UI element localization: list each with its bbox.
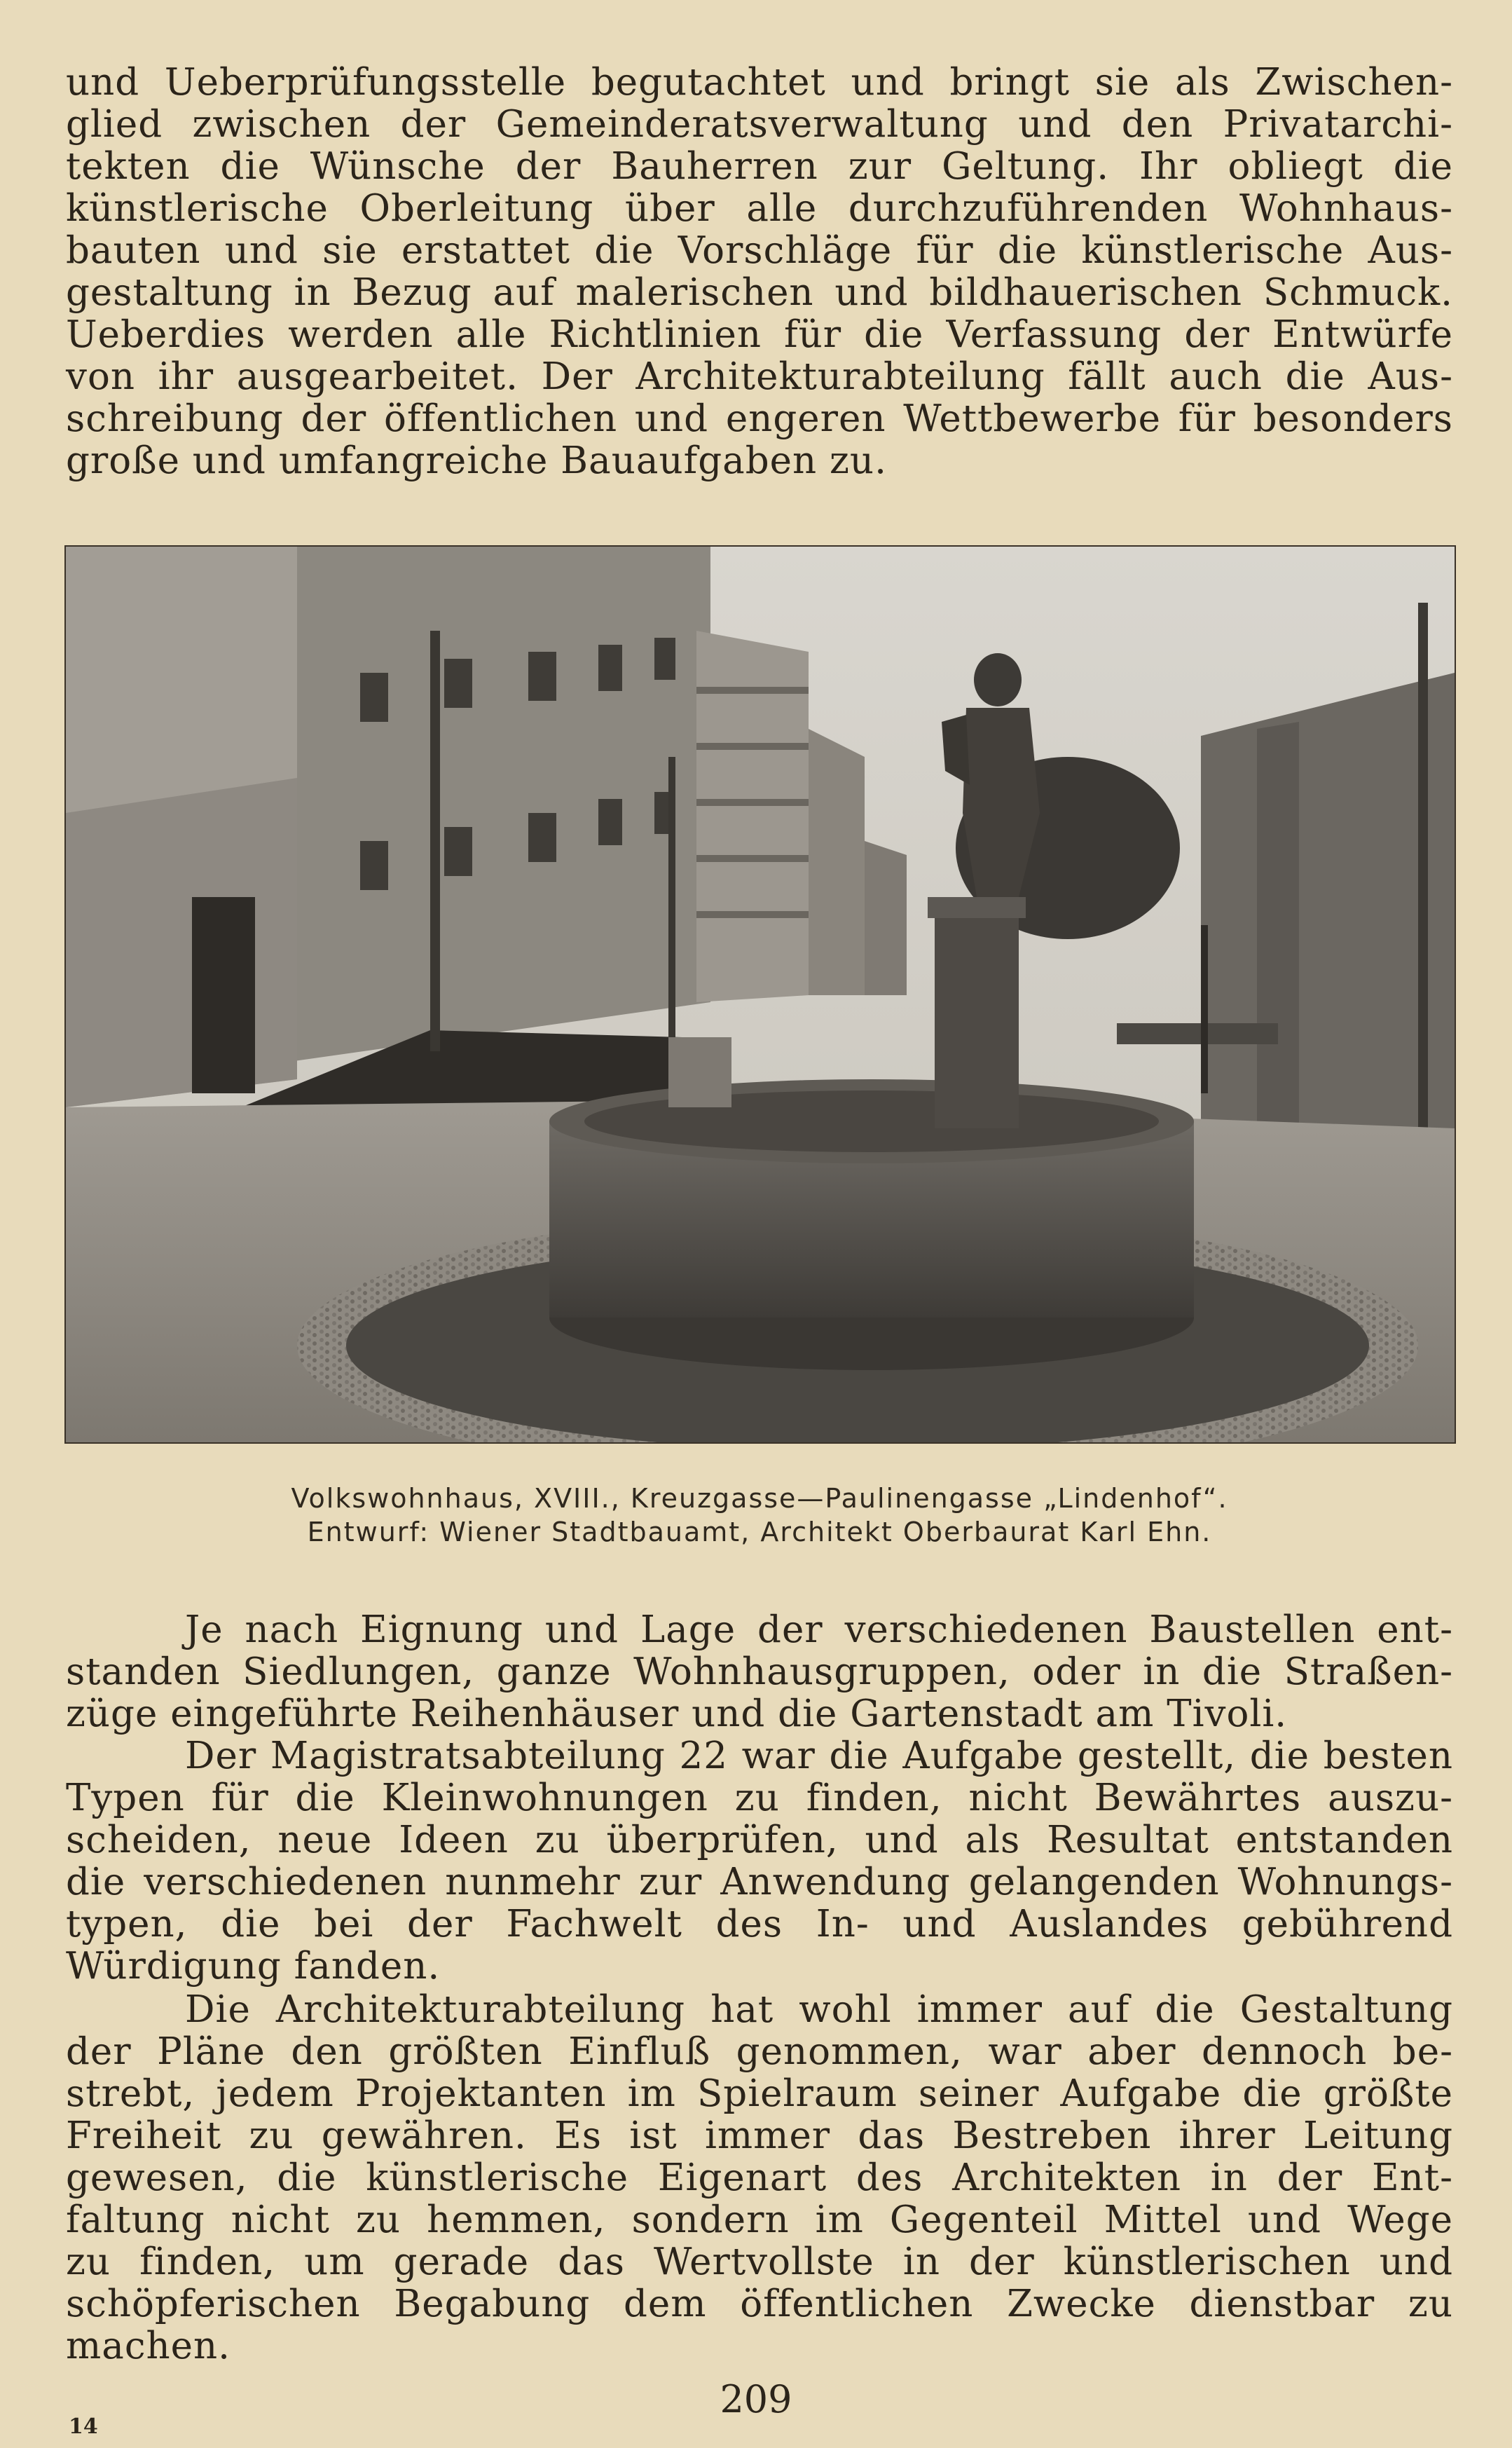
photo-illustration: [66, 547, 1455, 1442]
photo-caption-line-1: Volkswohnhaus, XVIII., Kreuzgasse—Paulinengasse „Lindenhof“.: [291, 1483, 1228, 1514]
text-line: standen Siedlungen, ganze Wohnhausgruppen, oder in die Straßen-: [66, 1650, 1453, 1693]
text-line: schöpferischen Begabung dem öffentlichen Zwecke dienstbar zu: [66, 2283, 1453, 2325]
text-line: von ihr ausgearbeitet. Der Architekturabteilung fällt auch die Aus-: [66, 355, 1453, 398]
paragraph-2: [66, 1735, 1453, 1988]
page-number: 209: [720, 2377, 792, 2421]
text-line: gestaltung in Bezug auf malerischen und bildhauerischen Schmuck.: [66, 271, 1453, 314]
text-line: große und umfangreiche Bauaufgaben zu.: [66, 439, 887, 482]
paragraph-3: [66, 1989, 1453, 2367]
text-line: die verschiedenen nunmehr zur Anwendung gelangenden Wohnungs-: [66, 1861, 1453, 1903]
text-line: Ueberdies werden alle Richtlinien für die Verfassung der Entwürfe: [66, 313, 1453, 356]
text-line: strebt, jedem Projektanten im Spielraum seiner Aufgabe die größte: [66, 2072, 1453, 2115]
text-line: machen.: [66, 2325, 231, 2367]
text-line: und Ueberprüfungsstelle begutachtet und bringt sie als Zwischen-: [66, 61, 1453, 104]
text-line: Würdigung fanden.: [66, 1945, 441, 1988]
text-line: bauten und sie erstattet die Vorschläge für die künstlerische Aus-: [66, 229, 1453, 272]
text-line: züge eingeführte Reihenhäuser und die Gartenstadt am Tivoli.: [66, 1693, 1288, 1735]
text-line: Der Magistratsabteilung 22 war die Aufgabe gestellt, die besten: [185, 1735, 1453, 1777]
text-line: glied zwischen der Gemeinderatsverwaltung und den Privatarchi-: [66, 103, 1453, 146]
paragraph-1: [66, 1609, 1453, 1735]
photograph-lindenhof-fountain: [64, 545, 1456, 1444]
text-line: schreibung der öffentlichen und engeren Wettbewerbe für besonders: [66, 397, 1453, 440]
text-line: typen, die bei der Fachwelt des In- und Auslandes gebührend: [66, 1903, 1453, 1946]
signature-mark: 14: [69, 2414, 98, 2439]
text-line: tekten die Wünsche der Bauherren zur Geltung. Ihr obliegt die: [66, 145, 1453, 188]
text-line: Typen für die Kleinwohnungen zu finden, nicht Bewährtes auszu-: [66, 1777, 1453, 1819]
photo-caption-line-2: Entwurf: Wiener Stadtbauamt, Architekt Oberbaurat Karl Ehn.: [307, 1517, 1212, 1547]
text-line: Die Architekturabteilung hat wohl immer auf die Gestaltung: [185, 1988, 1453, 2031]
text-line: der Pläne den größten Einfluß genommen, war aber dennoch be-: [66, 2030, 1453, 2073]
text-line: scheiden, neue Ideen zu überprüfen, und als Resultat entstanden: [66, 1819, 1453, 1861]
paragraph-top: [66, 62, 1453, 482]
text-line: gewesen, die künstlerische Eigenart des Architekten in der Ent-: [66, 2156, 1453, 2199]
text-line: zu finden, um gerade das Wertvollste in der künstlerischen und: [66, 2241, 1453, 2283]
text-line: Je nach Eignung und Lage der verschiedenen Baustellen ent-: [185, 1608, 1453, 1651]
text-line: faltung nicht zu hemmen, sondern im Gegenteil Mittel und Wege: [66, 2199, 1453, 2241]
text-line: künstlerische Oberleitung über alle durchzuführenden Wohnhaus-: [66, 187, 1453, 230]
text-line: Freiheit zu gewähren. Es ist immer das Bestreben ihrer Leitung: [66, 2114, 1453, 2157]
